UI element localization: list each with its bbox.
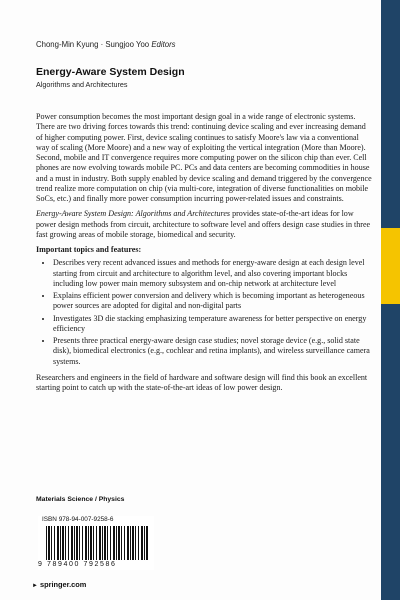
blurb-paragraph-1: Power consumption becomes the most important design goal in a wide range of electronic systems. There are two driving forces towards this trend: continuing device scaling and ever increasing demand of higher computing power. First, device scaling continues to satisfy Moore's law via a conventional way of scaling (More Moore) and a new way of exploiting the vertical integration (More than Moore). Second, mobile and IT convergence requires more computing power on the silicon chip than ever. Cell phones are now evolving towards mobile PC. PCs and data centers are becoming commodities in house and a must in industry. Both supply enabled by device scaling and demand triggered by the convergence trend realize more computation on chip (via multi-core, integration of diverse functionalities on mobile SoCs, etc.) and finally more power consumption incurring power-related issues and constraints. bbox=[36, 112, 372, 203]
spine-accent-block bbox=[381, 228, 400, 304]
editors-line bbox=[36, 40, 176, 49]
blurb bbox=[36, 112, 372, 398]
arrow-right-icon: ► bbox=[32, 583, 38, 589]
blurb-paragraph-2 bbox=[36, 209, 372, 240]
barcode-bars bbox=[46, 526, 148, 560]
publisher-url: springer.com bbox=[39, 580, 87, 589]
editor-names: Chong-Min Kyung · Sungjoo Yoo bbox=[36, 40, 150, 49]
barcode bbox=[38, 516, 154, 570]
topics-list bbox=[36, 258, 372, 367]
book-title-italic: Energy-Aware System Design: Algorithms and Architectures bbox=[36, 209, 231, 219]
ean-number: 9 789400 792586 bbox=[38, 561, 117, 568]
topics-heading: Important topics and features: bbox=[36, 245, 142, 254]
editors-label: Editors bbox=[151, 40, 176, 49]
blurb-paragraph-3: Researchers and engineers in the field of hardware and software design will find this book an excellent starting point to catch up with the state-of-the-art ideas of low power design. bbox=[36, 372, 368, 392]
topic-item: • Investigates 3D die stacking emphasizing temperature awareness for better perspective on energy efficiency bbox=[53, 314, 372, 335]
topic-item: • Presents three practical energy-aware design case studies; novel storage device (e.g., solid state disk), biomedical electronics (e.g., cochlear and retina implants), and wireless surveillance camera systems. bbox=[53, 336, 372, 367]
publisher-link[interactable] bbox=[32, 580, 86, 589]
topic-item: • Explains efficient power conversion and delivery which is becoming important as heterogeneous power sources are adopted for digital and non-digital parts bbox=[53, 291, 372, 312]
book-subtitle: Algorithms and Architectures bbox=[36, 80, 128, 89]
book-title: Energy-Aware System Design bbox=[36, 66, 185, 78]
isbn-number: ISBN 978-94-007-9258-6 bbox=[42, 516, 114, 523]
blurb-paragraph-2-text: provides state-of-the-art ideas for low power design methods from circuit, architecture to software level and offers design case studies in three fast growing areas of mobile storage, biomedical and security. bbox=[36, 209, 371, 239]
subject-category: Materials Science / Physics bbox=[36, 496, 125, 503]
topic-item: • Describes very recent advanced issues and methods for energy-aware design at each design level starting from circuit and architecture to algorithm level, and also covering important blocks including low power main memory subsystem and on-chip network at architecture level bbox=[53, 258, 372, 289]
